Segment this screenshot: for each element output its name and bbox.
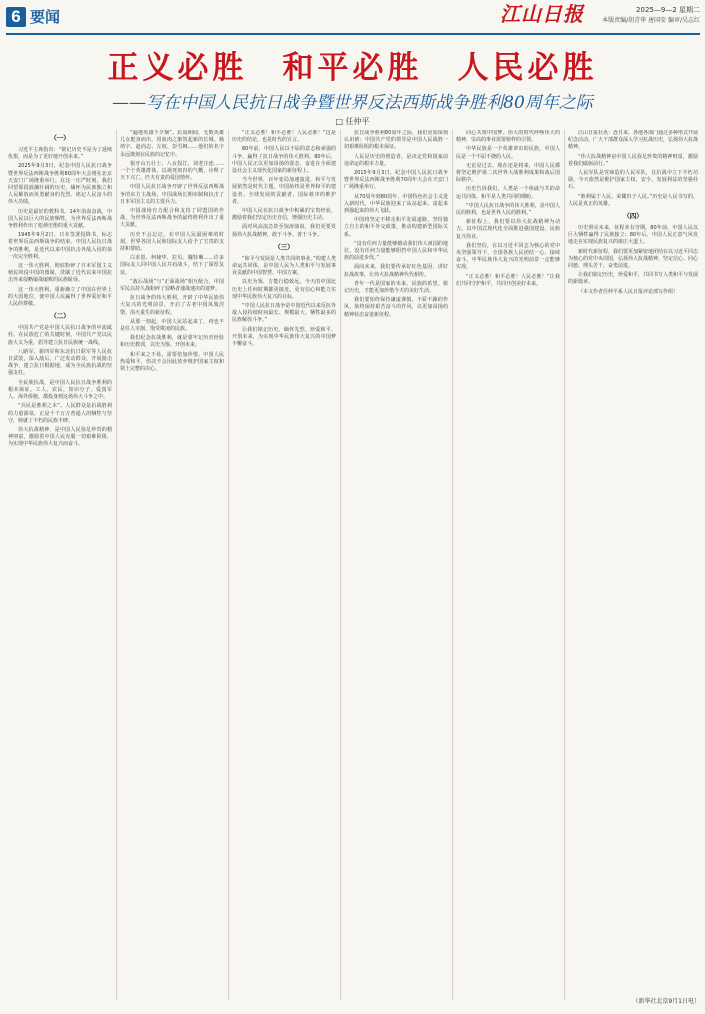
article-paragraph: 中国人民抗日战争开辟了世界反法西斯战争的东方主战场。中国战场长期牵制和抗击了日本军国主义的主要兵力。 [120, 184, 224, 205]
article-paragraph: 历史照亮未来，征程未有穷期。80年前，中国人民以巨大牺牲赢得了民族独立；80年后，中国人民正意气风发地走在实现民族复兴的康庄大道上。 [568, 225, 698, 246]
news-source: （新华社北京9月1日电） [632, 998, 700, 1005]
article-paragraph: 以史为鉴，方能行稳致远。今天的中国比历史上任何时期都更接近、更有信心和能力实现中华民族伟大复兴的目标。 [232, 279, 336, 300]
article-paragraph: 人民是历史的创造者，是决定党和国家前途命运的根本力量。 [344, 153, 448, 167]
article-paragraph: “中国人民抗日战争的伟大胜利，是中国人民的胜利，也是世界人民的胜利。” [456, 202, 560, 217]
column-divider [564, 130, 565, 1000]
article-paragraph: 2015年9月3日，纪念中国人民抗日战争暨世界反法西斯战争胜利70周年大会在天安门广场隆重举行。 [344, 170, 448, 191]
column-divider [116, 130, 117, 1000]
page-number-badge [6, 7, 26, 27]
article-paragraph: 白求恩、柯棣华、拉贝、魏特琳……许多国际友人同中国人民并肩战斗，结下了深厚友谊。 [120, 255, 224, 276]
article-column-4 [344, 130, 448, 1002]
article-paragraph: 中国将坚定不移走和平发展道路，坚持独立自主的和平外交政策，推动构建新型国际关系。 [344, 217, 448, 238]
article-paragraph: 面向未来，我们要传承好红色基因，讲好抗战故事，让伟大抗战精神代代相传。 [344, 264, 448, 278]
author-byline: □ 任仲平 [335, 117, 370, 126]
article-paragraph: “没有任何力量能够撼动我们伟大祖国的地位，没有任何力量能够阻挡中国人民和中华民族的前进步伐。” [344, 240, 448, 262]
article-column-6 [568, 130, 698, 1002]
article-paragraph: 历史是最好的教科书。14年浴血奋战，中国人民以巨大的民族牺牲，为世界反法西斯战争胜利作出了彪炳史册的重大贡献。 [8, 208, 112, 230]
article-paragraph: 中华民族是一个英雄辈出的民族，中国人民是一个不屈不挠的人民。 [456, 146, 560, 160]
headline-subtitle: ——写在中国人民抗日战争暨世界反法西斯战争胜利80周年之际 [112, 93, 593, 113]
article-paragraph: “正义必胜！和平必胜！人民必胜！”这是历史的结论，也是时代的宣言。 [232, 130, 336, 144]
article-paragraph: 从70周年到80周年，中国特色社会主义进入新时代，中华民族迎来了从站起来、富起来到强起来的伟大飞跃。 [344, 193, 448, 215]
article-paragraph: 中国人民在抗日战争中积累的宝贵经验，激励着我们坚定历史自信，增强历史主动。 [232, 208, 336, 222]
article-paragraph: 1945年9月2日，日本签署投降书，标志着世界反法西斯战争的结束。中国人民抗日战争的胜利，是近代以来中国抗击外敌入侵的第一次完全胜利。 [8, 232, 112, 260]
article-paragraph: 抗日战争胜利80周年之际，我们更加深刻认识到：中国共产党的领导是中国人民战胜一切艰难险阻的根本保证。 [344, 130, 448, 151]
article-paragraph: 中国战场有力配合和支持了同盟国的作战，为世界反法西斯战争的最终胜利作出了重大贡献。 [120, 208, 224, 229]
article-paragraph: 让我们铭记历史、缅怀先烈、珍爱和平、开创未来，为实现中华民族伟大复兴的中国梦不懈奋斗。 [232, 326, 336, 348]
article-paragraph: 这一伟大胜利，重新确立了中国在世界上的大国地位，使中国人民赢得了世界爱好和平人民的尊敬。 [8, 286, 112, 308]
article-paragraph: 面对风高浪急甚至惊涛骇浪，我们更要发扬伟大抗战精神，敢于斗争、善于斗争。 [232, 224, 336, 238]
article-paragraph: 无论是过去、现在还是将来，中国人民都将坚定维护第二次世界大战胜利成果和战后国际秩序。 [456, 162, 560, 184]
article-paragraph: （本文作者任仲平系人民日报评论部写作组） [578, 288, 679, 295]
article-paragraph: “伟大抗战精神是中国人民弥足珍贵的精神财富，激励着我们砥砺前行。” [568, 153, 698, 167]
article-paragraph: 抗日战争的伟大胜利，开辟了中华民族伟大复兴的光明前景，开启了古老中国凤凰涅槃、浴火重生的新征程。 [120, 295, 224, 316]
article-paragraph: 和平来之不易，需要倍加珍惜。中国人民热爱和平，但决不会因此放弃维护国家主权和领土完整的决心。 [120, 351, 224, 373]
article-paragraph: “敌后战场”与“正面战场”相互配合，中国军民以持久战粉碎了侵略者速战速决的迷梦。 [120, 278, 224, 293]
article-paragraph: 历史不会忘记，在中国人民最困难的时刻，世界各国人民和国际友人给予了宝贵的支持和帮助。 [120, 231, 224, 253]
section-heading: （四） [623, 212, 643, 221]
article-paragraph: 这一伟大胜利，彻底粉碎了日本军国主义殖民奴役中国的图谋，洗刷了近代以来中国抗击外来侵略屡战屡败的民族耻辱。 [8, 263, 112, 284]
section-heading: （一） [50, 134, 70, 142]
article-paragraph: 中国共产党是中国人民抗日战争的中流砥柱。在民族危亡的关键时刻，中国共产党以民族大义为重，倡导建立抗日民族统一战线。 [8, 325, 112, 346]
article-paragraph: “中国人民抗日战争是中国近代以来反抗外敌入侵持续时间最长、规模最大、牺牲最多的民族解放斗争。” [232, 303, 336, 324]
article-paragraph: “遍地英雄下夕烟”。抗战期间，无数英雄儿女挺身而出，用血肉之躯筑起新的长城。杨靖宇、赵尚志、左权、彭雪枫……他们的名字永远镌刻在民族的记忆中。 [120, 130, 224, 158]
article-paragraph: 我们要始终保持谦虚谨慎、不骄不躁的作风，始终保持艰苦奋斗的作风，以更加昂扬的精神状态奋进新征程。 [344, 297, 448, 318]
section-heading: （三） [274, 242, 294, 251]
section-heading: （二） [50, 312, 70, 321]
article-paragraph: 80年前，中国人民以不屈的意志和顽强的斗争，赢得了抗日战争的伟大胜利。80年后，中国人民正以更加昂扬的姿态，奋进在全面建设社会主义现代化国家的新征程上。 [232, 146, 336, 175]
column-divider [452, 130, 453, 1000]
article-paragraph: “胜利属于人民，荣耀归于人民。”历史是人民书写的，人民是真正的英雄。 [568, 193, 698, 207]
article-paragraph: 全民族抗战，是中国人民抗日战争胜利的根本保证。工人、农民、知识分子、爱国军人、海外侨胞，都投身到这场伟大斗争之中。 [8, 379, 112, 401]
newspaper-logo: 江山日报 [500, 2, 584, 26]
article-paragraph: 我们纪念抗战胜利，就是要牢记历史经验和历史教训，以史为鉴、开创未来。 [120, 335, 224, 349]
article-paragraph: “和平与发展是人类共同的事业。”构建人类命运共同体，是中国人民为人类和平与发展事业贡献的中国智慧、中国方案。 [232, 255, 336, 277]
article-paragraph: 新征程上，我们要以伟大抗战精神为动力，以中国式现代化全面推进强国建设、民族复兴伟业。 [456, 219, 560, 240]
article-paragraph: 习近平主席指出：“铭记历史不是为了延续仇恨，而是为了更好地开创未来。” [8, 147, 112, 161]
article-paragraph: 2025年9月3日，纪念中国人民抗日战争暨世界反法西斯战争胜利80周年大会将在北京天安门广场隆重举行。在这一庄严时刻，我们回望那段波澜壮阔的历史，缅怀为民族独立和人民解放而英勇献身的先烈，铭记人民奋斗的伟大功绩。 [8, 163, 112, 206]
article-paragraph: 我们坚信，在以习近平同志为核心的党中央坚强领导下，全国各族人民团结一心、接续奋斗，中华民族伟大复兴的光明前景一定能够实现。 [456, 242, 560, 271]
article-paragraph: 同心共筑中国梦。伟大的时代呼唤伟大的精神，崇高的事业需要榜样的引领。 [456, 130, 560, 144]
article-paragraph: 历史告诉我们，人类是一个休戚与共的命运共同体，和平是人类共同的期盼。 [456, 186, 560, 200]
masthead-rule [6, 33, 700, 35]
headline-title: 正义必胜 和平必胜 人民必胜 [107, 50, 598, 86]
article-paragraph: 当今世界，百年变局加速演进，和平与发展依然是时代主题。中国始终是世界和平的建设者、全球发展的贡献者、国际秩序的维护者。 [232, 177, 336, 205]
section-title: 要闻 [30, 8, 61, 26]
column-divider [340, 130, 341, 1000]
article-paragraph: 八路军、新四军和东北抗日联军等人民抗日武装，深入敌后，广泛发动群众，开展游击战争，建立抗日根据地，成为全民族抗战的坚强支柱。 [8, 348, 112, 377]
article-paragraph: 新时代新征程，我们要更加紧密地团结在以习近平同志为核心的党中央周围，弘扬伟大抗战精神，坚定信心、同心同德，埋头苦干、奋勇前进。 [568, 248, 698, 270]
column-divider [228, 130, 229, 1000]
masthead [0, 0, 705, 34]
article-paragraph: 青年一代是国家的未来、民族的希望。铭记历史，才能更加珍惜今天的美好生活。 [344, 280, 448, 295]
editor-credits: 本版责编/胡青华 唐国安 编审/吴志红 [602, 17, 700, 24]
article-paragraph: 让我们铭记历史，珍爱和平，共同书写人类和平与发展的新篇章。 [568, 272, 698, 286]
article-paragraph: 从那一刻起，中国人民站起来了，再也不是任人宰割、饱受欺凌的民族。 [120, 318, 224, 333]
article-paragraph: 伟大抗战精神，是中国人民弥足珍贵的精神财富，激励着中国人民克服一切艰难险阻，为实现中华民族伟大复兴而奋斗。 [8, 426, 112, 448]
article-paragraph: “正义必胜！和平必胜！人民必胜！”让我们共同守护和平，共同开创美好未来。 [456, 273, 560, 287]
article-paragraph: 江山日报社讯：连日来，各地各部门通过多种形式开展纪念活动，广大干部群众深入学习抗战历史，弘扬伟大抗战精神。 [568, 130, 698, 151]
article-paragraph: 人民军队是党缔造的人民军队，在抗战中立下不朽功勋，今天依然是维护国家主权、安全、发展利益的坚强柱石。 [568, 170, 698, 191]
issue-date: 2025—9—2 星期二 [636, 6, 700, 14]
article-column-2 [120, 130, 224, 1002]
article-column-1 [8, 130, 112, 1002]
article-paragraph: 狼牙山五壮士、八女投江、刘老庄连……一个个英雄群体，以视死如归的气概，诠释了天下兴亡、匹夫有责的爱国情怀。 [120, 160, 224, 182]
article-paragraph: “兵民是胜利之本”。人民群众是抗战胜利的力量源泉，正是千千万万普通人的牺牲与坚守，铸就了不朽的民族丰碑。 [8, 403, 112, 424]
article-column-5 [456, 130, 560, 1002]
article-column-3 [232, 130, 336, 1002]
page-number: 6 [11, 7, 21, 26]
